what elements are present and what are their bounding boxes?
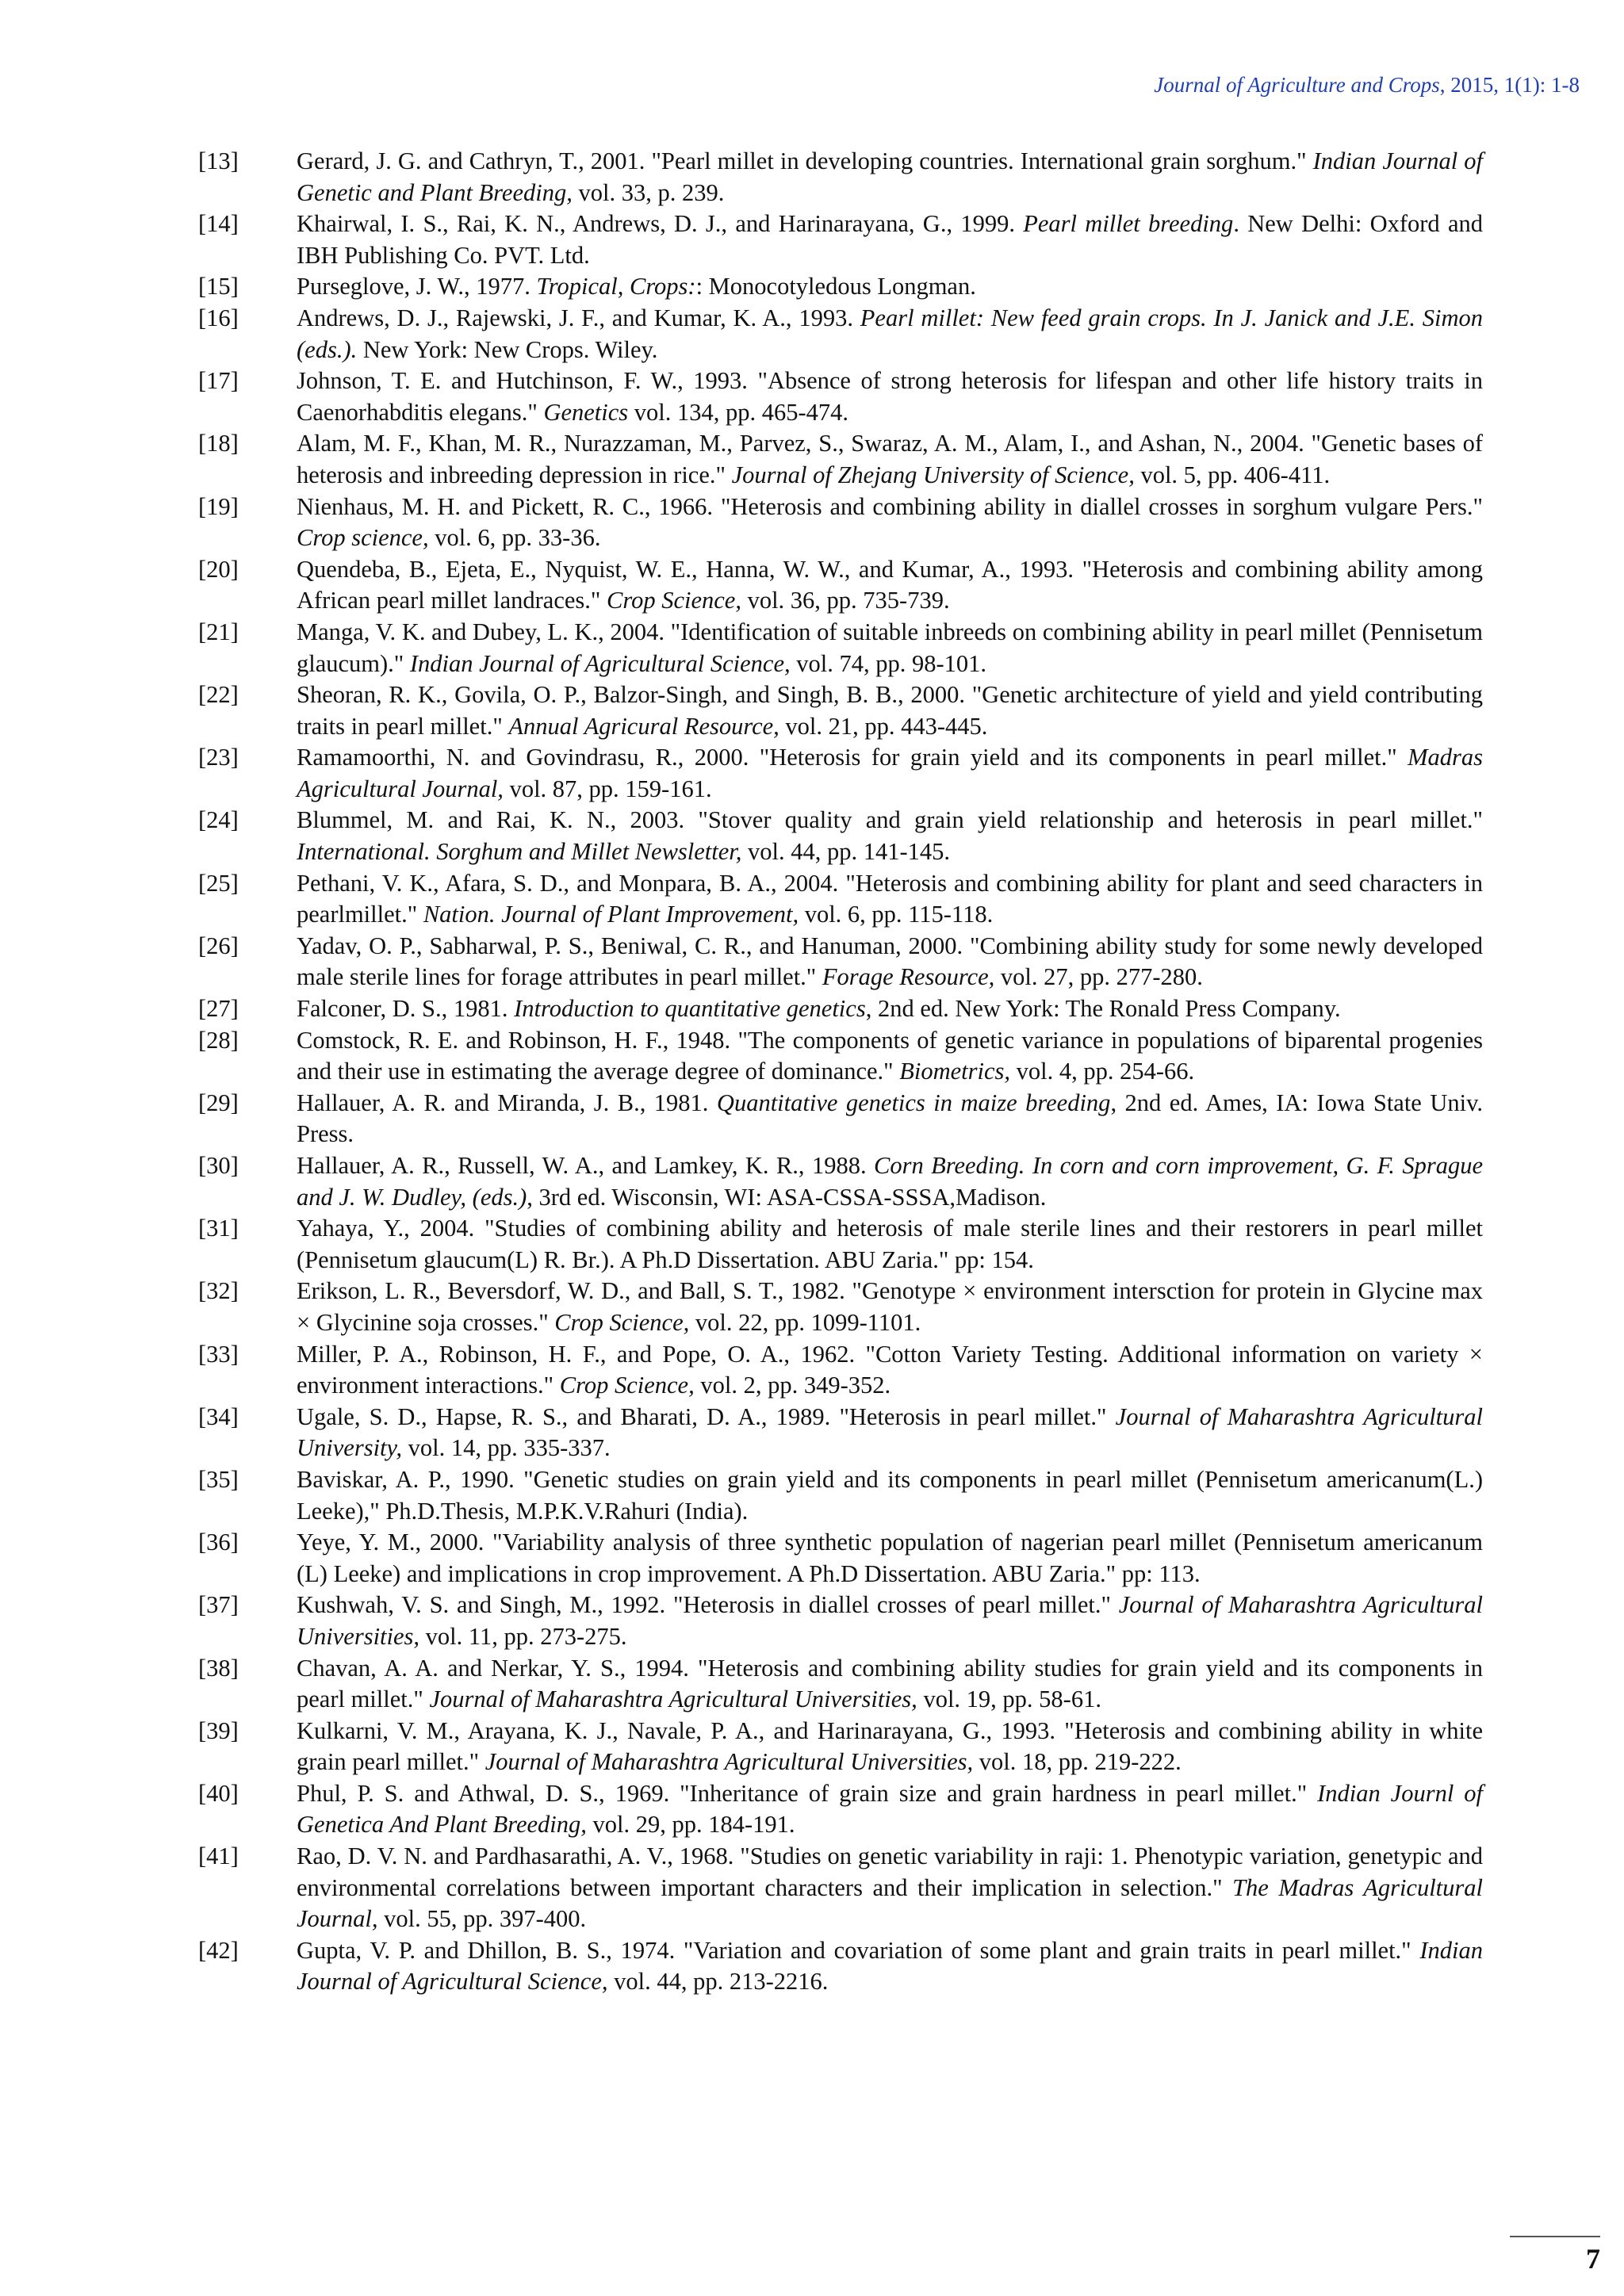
reference-text-tail: vol. 14, pp. 335-337. bbox=[402, 1434, 611, 1462]
reference-item bbox=[198, 805, 1483, 867]
reference-number: [35] bbox=[198, 1465, 239, 1493]
reference-item bbox=[198, 1339, 1483, 1402]
reference-text-lead: Andrews, D. J., Rajewski, J. F., and Kumar, K. A., 1993. bbox=[297, 304, 860, 331]
reference-number: [28] bbox=[198, 1026, 239, 1054]
reference-text-lead: Hallauer, A. R. and Miranda, J. B., 1981. bbox=[297, 1089, 717, 1116]
reference-source-title: Indian Journal of Agricultural Science, bbox=[297, 1936, 1483, 1996]
reference-source-title: Madras Agricultural Journal, bbox=[297, 744, 1483, 802]
reference-source-title: Corn Breeding. In corn and corn improvement, G. F. Sprague and J. W. Dudley, (eds.) bbox=[297, 1152, 1483, 1211]
reference-source-title: Crop Science, bbox=[554, 1308, 690, 1336]
reference-text-lead: Quendeba, B., Ejeta, E., Nyquist, W. E., Hanna, W. W., and Kumar, A., 1993. "Heterosis and combining ability among African pearl millet landraces." bbox=[297, 555, 1483, 614]
reference-number: [15] bbox=[198, 273, 239, 300]
reference-text bbox=[297, 1466, 1483, 1525]
reference-text bbox=[297, 1937, 1483, 1996]
reference-text-lead: Rao, D. V. N. and Pardhasarathi, A. V., 1968. "Studies on genetic variability in raji: 1. Phenotypic variation, genetypic and environmental correlations between important characters and their implication in selection." bbox=[297, 1843, 1483, 1901]
reference-item bbox=[198, 428, 1483, 491]
reference-text-lead: Yahaya, Y., 2004. "Studies of combining ability and heterosis of male sterile lines and their restorers in pearl millet (Pennisetum glaucum(L) R. Br.). A Ph.D Dissertation. ABU Zaria." pp: 154. bbox=[297, 1215, 1483, 1273]
reference-item bbox=[198, 365, 1483, 428]
reference-text bbox=[297, 744, 1483, 802]
reference-text bbox=[297, 556, 1483, 614]
reference-text bbox=[297, 1403, 1483, 1462]
reference-source-title: Tropical, Crops: bbox=[536, 273, 696, 300]
reference-source-title: Indian Journl of Genetica And Plant Breeding, bbox=[297, 1779, 1483, 1839]
reference-number: [31] bbox=[198, 1215, 239, 1242]
reference-item bbox=[198, 1935, 1483, 1998]
reference-text-lead: Yeye, Y. M., 2000. "Variability analysis of three synthetic population of nagerian pearl millet (Pennisetum americanum (L) Leeke) and implications in crop improvement. A Ph.D Dissertation. ABU Zaria." pp: 113. bbox=[297, 1529, 1483, 1587]
reference-source-title: Biometrics, bbox=[899, 1058, 1011, 1085]
reference-text bbox=[297, 210, 1483, 269]
reference-source-title: Crop Science, bbox=[606, 587, 741, 614]
reference-item bbox=[198, 1150, 1483, 1213]
reference-source-title: Journal of Maharashtra Agricultural Universities, bbox=[429, 1686, 917, 1713]
reference-text-lead: Khairwal, I. S., Rai, K. N., Andrews, D. J., and Harinarayana, G., 1999. bbox=[297, 210, 1024, 238]
reference-source-title: The Madras Agricultural Journal, bbox=[297, 1873, 1483, 1933]
reference-text bbox=[297, 806, 1483, 865]
reference-text-tail: vol. 4, pp. 254-66. bbox=[1010, 1058, 1195, 1085]
reference-text-tail: . New Delhi: Oxford and IBH Publishing Co. PVT. Ltd. bbox=[297, 210, 1483, 269]
reference-number: [22] bbox=[198, 681, 239, 709]
reference-text-tail: vol. 74, pp. 98-101. bbox=[790, 649, 987, 677]
reference-item bbox=[198, 303, 1483, 365]
reference-number: [40] bbox=[198, 1779, 239, 1807]
reference-number: [38] bbox=[198, 1654, 239, 1682]
reference-text-tail: vol. 27, pp. 277-280. bbox=[994, 963, 1203, 991]
reference-text bbox=[297, 1717, 1483, 1776]
reference-source-title: Pearl millet breeding bbox=[1023, 210, 1234, 238]
reference-source-title: Indian Journal of Agricultural Science, bbox=[409, 649, 791, 677]
reference-text-tail: , 3rd ed. Wisconsin, WI: ASA-CSSA-SSSA,Madison. bbox=[527, 1183, 1047, 1211]
reference-text-lead: Johnson, T. E. and Hutchinson, F. W., 1993. "Absence of strong heterosis for lifespan and other life history traits in Caenorhabditis elegans." bbox=[297, 367, 1483, 426]
reference-text-tail: vol. 55, pp. 397-400. bbox=[377, 1905, 587, 1933]
reference-text-lead: Blummel, M. and Rai, K. N., 2003. "Stover quality and grain yield relationship and heterosis in pearl millet." bbox=[297, 806, 1483, 834]
reference-text bbox=[297, 1089, 1483, 1148]
reference-item bbox=[198, 868, 1483, 931]
reference-list bbox=[198, 146, 1483, 1998]
reference-text-lead: Alam, M. F., Khan, M. R., Nurazzaman, M., Parvez, S., Swaraz, A. M., Alam, I., and Ashan, N., 2004. "Genetic bases of heterosis and inbreeding depression in rice." bbox=[297, 430, 1483, 488]
reference-number: [23] bbox=[198, 744, 239, 771]
reference-text-lead: Miller, P. A., Robinson, H. F., and Pope, O. A., 1962. "Cotton Variety Testing. Additional information on variety × environment interactions." bbox=[297, 1340, 1483, 1399]
reference-number: [16] bbox=[198, 304, 239, 331]
reference-source-title: Journal of Zhejang University of Science, bbox=[731, 461, 1135, 488]
reference-source-title: Annual Agricural Resource, bbox=[508, 712, 779, 740]
reference-number: [17] bbox=[198, 367, 239, 395]
reference-number: [30] bbox=[198, 1152, 239, 1179]
reference-text-lead: Kushwah, V. S. and Singh, M., 1992. "Heterosis in diallel crosses of pearl millet." bbox=[297, 1591, 1119, 1619]
reference-source-title: Quantitative genetics in maize breeding bbox=[716, 1089, 1111, 1116]
reference-number: [24] bbox=[198, 806, 239, 834]
reference-text bbox=[297, 1152, 1483, 1211]
reference-text bbox=[297, 1215, 1483, 1273]
reference-source-title: Forage Resource, bbox=[822, 963, 995, 991]
reference-text bbox=[297, 1027, 1483, 1085]
reference-text-tail: vol. 44, pp. 141-145. bbox=[741, 838, 951, 866]
reference-text bbox=[297, 304, 1483, 363]
reference-item bbox=[198, 146, 1483, 209]
reference-source-title: Crop Science, bbox=[559, 1372, 695, 1399]
footer-rule bbox=[1510, 2236, 1600, 2237]
reference-text bbox=[297, 1780, 1483, 1839]
reference-item bbox=[198, 1590, 1483, 1652]
reference-text-lead: Manga, V. K. and Dubey, L. K., 2004. "Identification of suitable inbreeds on combining ability in pearl millet (Pennisetum glaucum)." bbox=[297, 618, 1483, 677]
reference-text-tail: New York: New Crops. Wiley. bbox=[357, 335, 658, 363]
reference-item bbox=[198, 1778, 1483, 1841]
reference-source-title: Journal of Maharashtra Agricultural University, bbox=[297, 1402, 1483, 1462]
reference-number: [21] bbox=[198, 618, 239, 645]
reference-source-title: Journal of Maharashtra Agricultural Universities, bbox=[297, 1591, 1483, 1650]
reference-text-lead: Gupta, V. P. and Dhillon, B. S., 1974. "Variation and covariation of some plant and grain traits in pearl millet." bbox=[297, 1936, 1420, 1964]
reference-text-lead: Ugale, S. D., Hapse, R. S., and Bharati, D. A., 1989. "Heterosis in pearl millet." bbox=[297, 1402, 1116, 1430]
reference-item bbox=[198, 1088, 1483, 1150]
reference-item bbox=[198, 931, 1483, 993]
reference-text-tail: vol. 18, pp. 219-222. bbox=[973, 1748, 1182, 1776]
reference-text bbox=[297, 367, 1483, 426]
reference-text-lead: Sheoran, R. K., Govila, O. P., Balzor-Singh, and Singh, B. B., 2000. "Genetic architecture of yield and yield contributing traits in pearl millet." bbox=[297, 681, 1483, 740]
reference-source-title: Crop science, bbox=[297, 524, 429, 552]
reference-text-lead: Ramamoorthi, N. and Govindrasu, R., 2000. "Heterosis for grain yield and its components in pearl millet." bbox=[297, 744, 1408, 771]
reference-source-title: Indian Journal of Genetic and Plant Breeding, bbox=[297, 147, 1483, 206]
reference-item bbox=[198, 1653, 1483, 1716]
reference-item bbox=[198, 1841, 1483, 1935]
reference-number: [27] bbox=[198, 995, 239, 1023]
reference-text-tail: , 2nd ed. Ames, IA: Iowa State Univ. Press. bbox=[297, 1089, 1483, 1148]
reference-text-tail: vol. 5, pp. 406-411. bbox=[1134, 461, 1331, 488]
reference-text bbox=[297, 273, 976, 300]
reference-number: [20] bbox=[198, 555, 239, 583]
reference-text-tail: vol. 21, pp. 443-445. bbox=[779, 712, 988, 740]
reference-text-tail: vol. 33, p. 239. bbox=[572, 178, 725, 206]
reference-item bbox=[198, 1025, 1483, 1088]
reference-text-lead: Kulkarni, V. M., Arayana, K. J., Navale, P. A., and Harinarayana, G., 1993. "Heterosis and combining ability in white grain pearl millet." bbox=[297, 1716, 1483, 1776]
journal-citation: , 2015, 1(1): 1-8 bbox=[1439, 73, 1580, 97]
reference-text-lead: Phul, P. S. and Athwal, D. S., 1969. "Inheritance of grain size and grain hardness in pearl millet." bbox=[297, 1779, 1318, 1807]
reference-number: [41] bbox=[198, 1843, 239, 1870]
reference-text bbox=[297, 1655, 1483, 1713]
reference-item bbox=[198, 1464, 1483, 1527]
reference-number: [18] bbox=[198, 430, 239, 457]
reference-text-tail: : Monocotyledous Longman. bbox=[695, 273, 976, 300]
reference-text-tail: vol. 6, pp. 115-118. bbox=[799, 901, 994, 928]
reference-number: [29] bbox=[198, 1089, 239, 1116]
reference-source-title: Pearl millet: New feed grain crops. In J. Janick and J.E. Simon (eds.). bbox=[297, 304, 1483, 363]
reference-text bbox=[297, 430, 1483, 488]
page-number: 7 bbox=[1586, 2243, 1600, 2275]
reference-text bbox=[297, 147, 1483, 206]
reference-item bbox=[198, 742, 1483, 805]
reference-number: [37] bbox=[198, 1591, 239, 1619]
reference-text bbox=[297, 1843, 1483, 1932]
reference-item bbox=[198, 554, 1483, 617]
reference-text-lead: Chavan, A. A. and Nerkar, Y. S., 1994. "Heterosis and combining ability studies for grain yield and its components in pearl millet." bbox=[297, 1654, 1483, 1713]
reference-text bbox=[297, 493, 1483, 552]
reference-text bbox=[297, 1277, 1483, 1336]
reference-source-title: Nation. Journal of Plant Improvement, bbox=[423, 901, 799, 928]
reference-number: [26] bbox=[198, 932, 239, 959]
reference-text-tail: vol. 134, pp. 465-474. bbox=[628, 398, 849, 426]
reference-text-tail: vol. 6, pp. 33-36. bbox=[428, 524, 601, 552]
reference-item bbox=[198, 617, 1483, 679]
reference-number: [34] bbox=[198, 1402, 239, 1430]
reference-source-title: Introduction to quantitative genetics bbox=[514, 995, 866, 1023]
reference-number: [39] bbox=[198, 1716, 239, 1744]
reference-item bbox=[198, 1276, 1483, 1338]
reference-text bbox=[297, 1529, 1483, 1587]
reference-number: [32] bbox=[198, 1277, 239, 1305]
reference-item bbox=[198, 993, 1483, 1025]
reference-text-lead: Pethani, V. K., Afara, S. D., and Monpara, B. A., 2004. "Heterosis and combining ability for plant and seed characters in pearlmillet." bbox=[297, 869, 1483, 928]
reference-number: [19] bbox=[198, 492, 239, 520]
reference-number: [36] bbox=[198, 1529, 239, 1556]
reference-number: [25] bbox=[198, 869, 239, 897]
running-header bbox=[1154, 73, 1580, 98]
reference-text-lead: Baviskar, A. P., 1990. "Genetic studies on grain yield and its components in pearl millet (Pennisetum americanum(L.) Leeke)," Ph.D.Thesis, M.P.K.V.Rahuri (India). bbox=[297, 1465, 1483, 1525]
reference-source-title: International. Sorghum and Millet Newsletter, bbox=[297, 838, 742, 866]
reference-text bbox=[297, 995, 1341, 1022]
reference-text-tail: vol. 44, pp. 213-2216. bbox=[607, 1968, 829, 1996]
reference-item bbox=[198, 209, 1483, 271]
reference-text-tail: vol. 29, pp. 184-191. bbox=[586, 1811, 795, 1839]
reference-text-lead: Yadav, O. P., Sabharwal, P. S., Beniwal, C. R., and Hanuman, 2000. "Combining ability study for some newly developed male sterile lines for forage attributes in pearl millet." bbox=[297, 932, 1483, 991]
reference-text-lead: Gerard, J. G. and Cathryn, T., 2001. "Pearl millet in developing countries. International grain sorghum." bbox=[297, 147, 1313, 174]
reference-text bbox=[297, 1591, 1483, 1650]
reference-text-lead: Falconer, D. S., 1981. bbox=[297, 995, 515, 1023]
reference-text-lead: Comstock, R. E. and Robinson, H. F., 1948. "The components of genetic variance in populations of biparental progenies and their use in estimating the average degree of dominance." bbox=[297, 1026, 1483, 1085]
reference-text bbox=[297, 681, 1483, 740]
reference-text-tail: vol. 36, pp. 735-739. bbox=[741, 587, 950, 614]
reference-source-title: Journal of Maharashtra Agricultural Universities, bbox=[485, 1748, 974, 1776]
reference-item bbox=[198, 1213, 1483, 1276]
reference-item bbox=[198, 271, 1483, 303]
reference-text bbox=[297, 870, 1483, 928]
reference-item bbox=[198, 1716, 1483, 1778]
reference-number: [33] bbox=[198, 1340, 239, 1368]
reference-item bbox=[198, 679, 1483, 742]
journal-name: Journal of Agriculture and Crops bbox=[1154, 73, 1440, 97]
reference-text-lead: Erikson, L. R., Beversdorf, W. D., and Ball, S. T., 1982. "Genotype × environment intersction for protein in Glycine max × Glycinine soja crosses." bbox=[297, 1277, 1483, 1336]
reference-item bbox=[198, 1527, 1483, 1590]
reference-number: [14] bbox=[198, 210, 239, 238]
reference-text-tail: vol. 19, pp. 58-61. bbox=[917, 1686, 1101, 1713]
reference-text-tail: vol. 22, pp. 1099-1101. bbox=[689, 1308, 921, 1336]
reference-number: [13] bbox=[198, 147, 239, 174]
reference-number: [42] bbox=[198, 1936, 239, 1964]
reference-item bbox=[198, 1402, 1483, 1464]
reference-text bbox=[297, 618, 1483, 677]
reference-source-title: Genetics bbox=[543, 398, 629, 426]
reference-text-lead: Purseglove, J. W., 1977. bbox=[297, 273, 537, 300]
reference-item bbox=[198, 492, 1483, 554]
reference-text-lead: Hallauer, A. R., Russell, W. A., and Lamkey, K. R., 1988. bbox=[297, 1152, 874, 1179]
reference-text-tail: vol. 87, pp. 159-161. bbox=[503, 775, 712, 802]
reference-text-tail: vol. 11, pp. 273-275. bbox=[419, 1622, 627, 1650]
reference-text-lead: Nienhaus, M. H. and Pickett, R. C., 1966. "Heterosis and combining ability in diallel crosses in sorghum vulgare Pers." bbox=[297, 492, 1483, 520]
reference-text bbox=[297, 1341, 1483, 1399]
reference-text bbox=[297, 932, 1483, 991]
reference-text-tail: , 2nd ed. New York: The Ronald Press Company. bbox=[865, 995, 1341, 1023]
reference-text-tail: vol. 2, pp. 349-352. bbox=[694, 1372, 891, 1399]
